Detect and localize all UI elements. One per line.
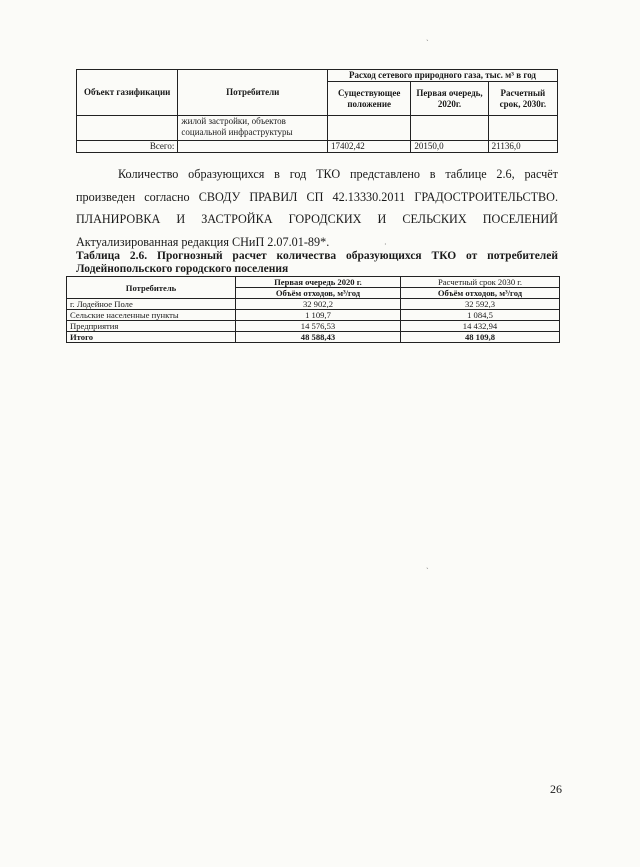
table-row xyxy=(67,299,560,310)
row-2030: 14 432,94 xyxy=(400,321,559,332)
body-paragraph xyxy=(76,163,558,253)
table-cell xyxy=(77,116,178,141)
row-name: Предприятия xyxy=(67,321,236,332)
sub-2020-header: Объём отходов, м³/год xyxy=(236,288,401,299)
scan-speck: ˎ xyxy=(426,32,429,41)
page-number: 26 xyxy=(550,782,562,796)
total-name: Итого xyxy=(67,332,236,343)
table-cell xyxy=(328,116,411,141)
col-2030-header: Расчетный срок 2030 г. xyxy=(400,277,559,288)
table-cell xyxy=(411,116,488,141)
col-existing-header: Существующее положение xyxy=(328,82,411,116)
scan-speck: · xyxy=(384,240,387,249)
col-object-header: Объект газификации xyxy=(77,70,178,116)
col-first-header: Первая очередь, 2020г. xyxy=(411,82,488,116)
gas-group-header: Расход сетевого природного газа, тыс. м³ в год xyxy=(328,70,558,82)
sub-2030-header: Объём отходов, м³/год xyxy=(400,288,559,299)
paragraph-text: Количество образующихся в год ТКО представлено в таблице 2.6, расчёт произведен согласно СВОДУ ПРАВИЛ СП 42.13330.2011 ГРАДОСТРОИТЕЛЬСТВО. ПЛАНИРОВКА И ЗАСТРОЙКА ГОРОДСКИХ И СЕЛЬСКИХ ПОСЕЛЕНИЙ Актуализированная редакция СНиП 2.07.01-89*. xyxy=(76,167,558,249)
table-caption: Таблица 2.6. Прогнозный расчет количества образующихся ТКО от потребителей Лодейнопольского городского поселения xyxy=(76,250,558,275)
col-consumer-header: Потребитель xyxy=(67,277,236,299)
scan-speck: ˎ xyxy=(426,560,429,569)
table-cell xyxy=(488,116,557,141)
row-name: Сельские населенные пункты xyxy=(67,310,236,321)
total-existing: 17402,42 xyxy=(328,141,411,153)
row-2030: 1 084,5 xyxy=(400,310,559,321)
table-cell xyxy=(178,141,328,153)
col-target-header: Расчетный срок, 2030г. xyxy=(488,82,557,116)
total-row xyxy=(67,332,560,343)
table-cell: жилой застройки, объектов социальной инфраструктуры xyxy=(178,116,328,141)
total-2030: 48 109,8 xyxy=(400,332,559,343)
gas-consumption-table xyxy=(76,69,558,153)
tko-table xyxy=(66,276,560,343)
table-row xyxy=(67,310,560,321)
table-row xyxy=(67,321,560,332)
total-target: 21136,0 xyxy=(488,141,557,153)
row-2020: 32 902,2 xyxy=(236,299,401,310)
total-row xyxy=(77,141,558,153)
col-2020-header: Первая очередь 2020 г. xyxy=(236,277,401,288)
row-2020: 1 109,7 xyxy=(236,310,401,321)
total-label: Всего: xyxy=(77,141,178,153)
total-2020: 48 588,43 xyxy=(236,332,401,343)
row-2030: 32 592,3 xyxy=(400,299,559,310)
row-name: г. Лодейное Поле xyxy=(67,299,236,310)
total-first: 20150,0 xyxy=(411,141,488,153)
row-2020: 14 576,53 xyxy=(236,321,401,332)
col-consumers-header: Потребители xyxy=(178,70,328,116)
